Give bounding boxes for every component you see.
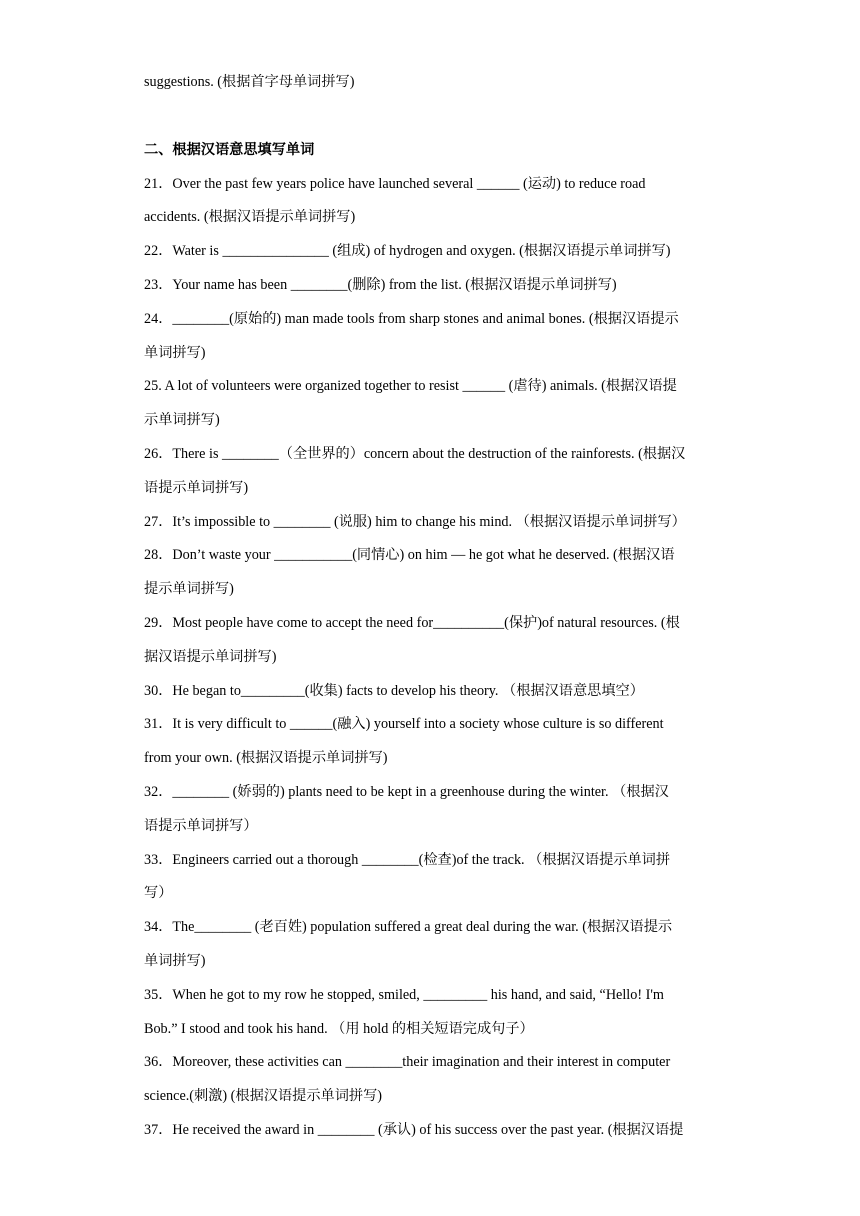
- question-line: 单词拼写): [144, 344, 206, 361]
- question-line: 语提示单词拼写): [144, 479, 249, 496]
- question-line: Bob.” I stood and took his hand. （用 hold 的相关短语完成句子）: [144, 1020, 534, 1037]
- question-list: [144, 168, 720, 1148]
- question-line: 35．When he got to my row he stopped, smiled, _________ his hand, and said, “Hello! I'm: [144, 986, 664, 1003]
- question-line: 30．He began to_________(收集) facts to develop his theory. （根据汉语意思填空）: [144, 682, 644, 699]
- question-line: 34．The________ (老百姓) population suffered a great deal during the war. (根据汉语提示: [144, 919, 673, 936]
- question-line: science.(刺激) (根据汉语提示单词拼写): [144, 1088, 382, 1105]
- text-line: suggestions. (根据首字母单词拼写): [144, 74, 355, 90]
- section-title: 二、根据汉语意思填写单词: [144, 141, 315, 158]
- question-line: 36．Moreover, these activities can ________their imagination and their interest in computer: [144, 1054, 671, 1071]
- question-line: 23．Your name has been ________(删除) from the list. (根据汉语提示单词拼写): [144, 276, 617, 293]
- question-line: 37．He received the award in ________ (承认) of his success over the past year. (根据汉语提: [144, 1121, 684, 1138]
- question-line: 单词拼写): [144, 952, 206, 969]
- question-line: 32．________ (娇弱的) plants need to be kept in a greenhouse during the winter. （根据汉: [144, 783, 669, 800]
- question-line: 示单词拼写): [144, 412, 220, 429]
- question-line: 写）: [144, 885, 173, 902]
- question-line: 27．It’s impossible to ________ (说服) him to change his mind. （根据汉语提示单词拼写）: [144, 513, 686, 530]
- question-line: 31．It is very difficult to ______(融入) yourself into a society whose culture is so different: [144, 716, 664, 733]
- question-line: accidents. (根据汉语提示单词拼写): [144, 209, 356, 226]
- question-line: from your own. (根据汉语提示单词拼写): [144, 750, 388, 767]
- question-line: 26．There is ________（全世界的）concern about the destruction of the rainforests. (根据汉: [144, 445, 686, 462]
- question-line: 29．Most people have come to accept the need for__________(保护)of natural resources. (根: [144, 614, 680, 631]
- question-line: 33．Engineers carried out a thorough ________(检查)of the track. （根据汉语提示单词拼: [144, 851, 671, 868]
- question-line: 21．Over the past few years police have launched several ______ (运动) to reduce road: [144, 175, 646, 192]
- question-line: 据汉语提示单词拼写): [144, 648, 277, 665]
- question-line: 语提示单词拼写）: [144, 817, 258, 834]
- question-line: 28．Don’t waste your ___________(同情心) on him — he got what he deserved. (根据汉语: [144, 547, 675, 564]
- question-line: 提示单词拼写): [144, 581, 234, 598]
- question-line: 25. A lot of volunteers were organized together to resist ______ (虐待) animals. (根据汉语提: [144, 378, 677, 395]
- question-line: 24．________(原始的) man made tools from sharp stones and animal bones. (根据汉语提示: [144, 310, 679, 327]
- question-line: 22．Water is _______________ (组成) of hydrogen and oxygen. (根据汉语提示单词拼写): [144, 243, 671, 260]
- document-page: [144, 66, 720, 1148]
